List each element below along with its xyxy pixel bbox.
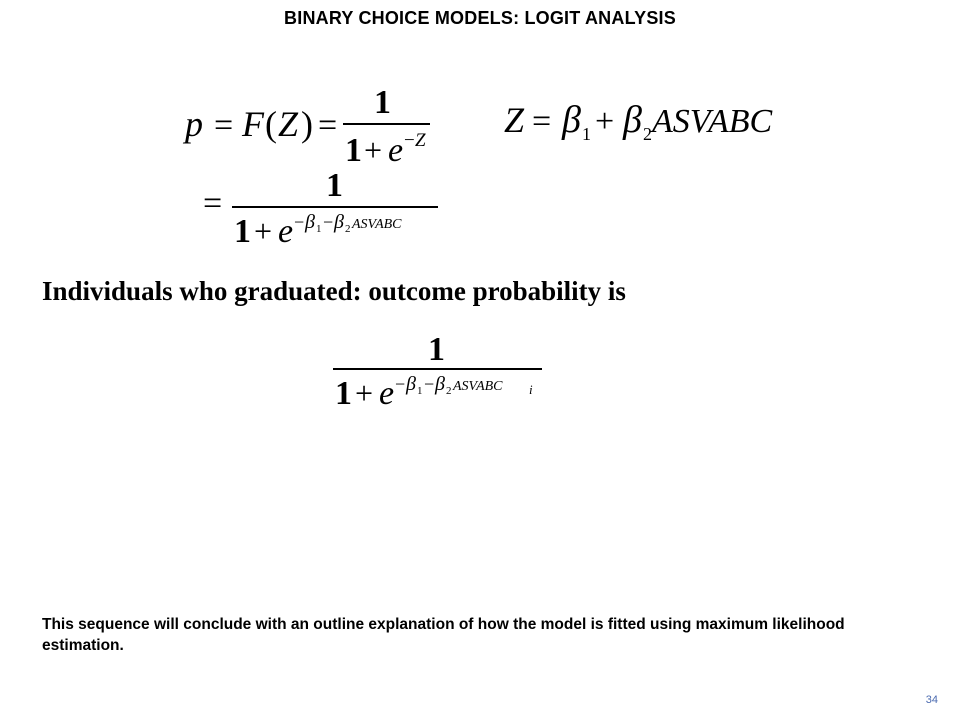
svg-text:β: β [305,211,315,233]
equation-substituted [200,167,445,250]
svg-text:+: + [364,132,383,168]
svg-text:=: = [203,185,223,222]
equation-z-definition [500,92,800,148]
svg-text:2: 2 [643,124,652,144]
svg-text:(: ( [265,104,277,144]
svg-text:): ) [301,104,313,144]
svg-text:−: − [395,374,406,394]
svg-text:Z: Z [504,100,525,140]
subheading: Individuals who graduated: outcome probability is [42,276,626,306]
svg-text:1: 1 [417,385,423,397]
svg-text:Z: Z [415,130,426,151]
svg-text:=: = [532,103,552,140]
equation-logistic-function [180,80,440,170]
svg-text:1: 1 [316,223,322,235]
svg-text:1: 1 [335,375,352,412]
svg-text:e: e [379,375,395,412]
svg-text:F: F [242,104,264,144]
svg-text:=: = [214,107,234,144]
svg-text:2: 2 [446,385,452,397]
svg-text:p: p [185,104,203,144]
svg-text:1: 1 [345,132,362,169]
svg-text:1: 1 [428,331,445,368]
svg-text:1: 1 [234,213,251,250]
svg-text:β: β [562,99,581,141]
svg-text:+: + [595,103,615,140]
svg-text:−: − [404,130,415,151]
svg-text:β: β [435,373,445,395]
svg-text:=: = [318,107,338,144]
svg-text:β: β [334,211,344,233]
svg-text:i: i [529,382,533,397]
svg-text:ASVABC: ASVABC [652,103,773,140]
svg-text:e: e [278,213,294,250]
svg-text:−: − [323,212,334,232]
svg-text:−: − [294,212,305,232]
svg-text:1: 1 [326,167,343,204]
svg-text:−: − [424,374,435,394]
svg-text:β: β [623,99,642,141]
svg-text:+: + [254,213,273,249]
svg-text:e: e [388,132,404,169]
slide-title: BINARY CHOICE MODELS: LOGIT ANALYSIS [284,8,676,28]
svg-text:2: 2 [345,223,351,235]
explanatory-note: This sequence will conclude with an outline explanation of how the model is fitted using maximum likelihood estimation. [42,616,845,654]
page-number: 34 [925,694,938,706]
svg-text:ASVABC: ASVABC [453,379,503,394]
svg-text:1: 1 [374,84,391,121]
svg-text:+: + [355,375,374,411]
svg-text:β: β [406,373,416,395]
svg-text:Z: Z [278,104,299,144]
equation-graduate-probability [330,332,550,412]
svg-text:ASVABC: ASVABC [352,217,402,232]
svg-text:1: 1 [582,124,591,144]
